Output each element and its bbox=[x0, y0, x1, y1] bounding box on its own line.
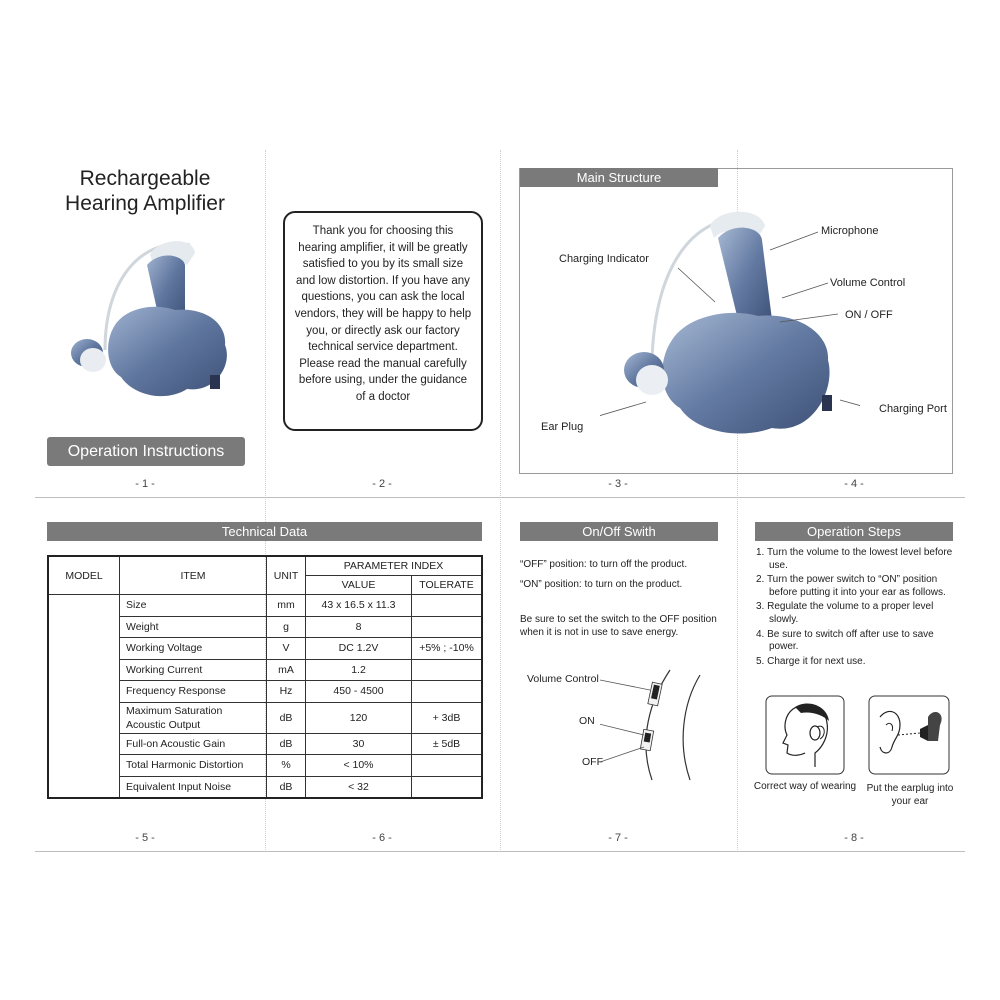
row-value: < 32 bbox=[306, 776, 412, 798]
row-unit: g bbox=[267, 616, 306, 638]
row-item: Size bbox=[120, 595, 267, 617]
row-value: 450 - 4500 bbox=[306, 681, 412, 703]
label-volume-control: Volume Control bbox=[830, 277, 906, 289]
operation-steps-header: Operation Steps bbox=[755, 522, 953, 541]
operation-instructions-banner: Operation Instructions bbox=[47, 437, 245, 466]
table-row bbox=[48, 595, 482, 617]
row-value: 8 bbox=[306, 616, 412, 638]
row-unit: mA bbox=[267, 659, 306, 681]
label-switch-off: OFF bbox=[582, 756, 603, 768]
col-parameter-index: PARAMETER INDEX bbox=[306, 556, 483, 576]
page-number-3: - 3 - bbox=[608, 478, 628, 490]
row-item: Full-on Acoustic Gain bbox=[120, 733, 267, 755]
row-item: Maximum Saturation Acoustic Output bbox=[120, 702, 267, 733]
col-model: MODEL bbox=[48, 556, 120, 595]
operation-steps-list bbox=[756, 547, 956, 670]
row-tolerate bbox=[412, 776, 483, 798]
row-value: 43 x 16.5 x 11.3 bbox=[306, 595, 412, 617]
col-tolerate: TOLERATE bbox=[412, 576, 483, 595]
cover-title-line1: Rechargeable bbox=[79, 167, 211, 190]
onoff-header: On/Off Swith bbox=[520, 522, 718, 541]
row-unit: dB bbox=[267, 733, 306, 755]
model-cell bbox=[48, 595, 120, 799]
row-unit: % bbox=[267, 755, 306, 777]
row-item: Weight bbox=[120, 616, 267, 638]
row-unit: dB bbox=[267, 702, 306, 733]
row-value: < 10% bbox=[306, 755, 412, 777]
row-value: DC 1.2V bbox=[306, 638, 412, 660]
col-item: ITEM bbox=[120, 556, 267, 595]
row-tolerate bbox=[412, 595, 483, 617]
row-value: 1.2 bbox=[306, 659, 412, 681]
row-unit: V bbox=[267, 638, 306, 660]
row-value: 30 bbox=[306, 733, 412, 755]
off-position-text: “OFF” position: to turn off the product. bbox=[520, 559, 688, 570]
row-tolerate bbox=[412, 616, 483, 638]
switch-note-text: Be sure to set the switch to the OFF position when it is not in use to save energy. bbox=[520, 614, 717, 638]
label-ear-plug: Ear Plug bbox=[541, 421, 584, 433]
technical-data-header: Technical Data bbox=[47, 522, 482, 541]
row-tolerate: ± 5dB bbox=[412, 733, 483, 755]
step-item: 5. Charge it for next use. bbox=[756, 655, 866, 667]
row-item: Equivalent Input Noise bbox=[120, 776, 267, 798]
row-unit: mm bbox=[267, 595, 306, 617]
row-item: Working Voltage bbox=[120, 638, 267, 660]
switch-diagram bbox=[600, 665, 720, 785]
label-charging-indicator: Charging Indicator bbox=[559, 253, 649, 265]
page-number-6: - 6 - bbox=[372, 832, 392, 844]
row-value: 120 bbox=[306, 702, 412, 733]
page-number-8: - 8 - bbox=[844, 832, 864, 844]
caption-correct-wearing: Correct way of wearing bbox=[753, 781, 857, 792]
row-tolerate bbox=[412, 681, 483, 703]
step-item: 3. Regulate the volume to a proper level slowly. bbox=[756, 601, 934, 625]
row-tolerate bbox=[412, 755, 483, 777]
row-item: Frequency Response bbox=[120, 681, 267, 703]
step-item: 1. Turn the volume to the lowest level before use. bbox=[756, 547, 953, 571]
on-position-text: “ON” position: to turn on the product. bbox=[520, 579, 683, 590]
bottom-row-separator bbox=[35, 851, 965, 852]
cover-title-line2: Hearing Amplifier bbox=[65, 192, 225, 215]
fold-line-2 bbox=[500, 150, 501, 850]
earplug-illustration bbox=[868, 695, 950, 775]
page-number-1: - 1 - bbox=[135, 478, 155, 490]
hearing-amplifier-diagram bbox=[600, 200, 860, 450]
step-item: 2. Turn the power switch to “ON” position before putting it into your ear as follows. bbox=[756, 574, 946, 598]
row-item: Working Current bbox=[120, 659, 267, 681]
page-number-4: - 4 - bbox=[844, 478, 864, 490]
row-item: Total Harmonic Distortion bbox=[120, 755, 267, 777]
row-tolerate bbox=[412, 659, 483, 681]
technical-data-table bbox=[47, 555, 483, 799]
caption-put-earplug: Put the earplug into your ear bbox=[866, 783, 954, 807]
row-unit: Hz bbox=[267, 681, 306, 703]
label-switch-volume-control: Volume Control bbox=[527, 673, 599, 685]
page-number-7: - 7 - bbox=[608, 832, 628, 844]
row-unit: dB bbox=[267, 776, 306, 798]
step-item: 4. Be sure to switch off after use to save power. bbox=[756, 628, 934, 653]
label-charging-port: Charging Port bbox=[879, 403, 947, 415]
cover-title bbox=[40, 166, 250, 216]
page-number-5: - 5 - bbox=[135, 832, 155, 844]
row-tolerate: + 3dB bbox=[412, 702, 483, 733]
thank-you-message-box: Thank you for choosing this hearing amplifier, it will be greatly satisfied to you by its small size and low distortion. If you have any questions, you can ask the local vendors, they will be happy to help you, or directly ask our factory technical service department. Please read the manual carefully before using, under the guidance of a doctor bbox=[283, 211, 483, 431]
wearing-illustration bbox=[765, 695, 845, 775]
col-unit: UNIT bbox=[267, 556, 306, 595]
row-tolerate: +5% ; -10% bbox=[412, 638, 483, 660]
main-structure-header: Main Structure bbox=[520, 168, 718, 187]
label-on-off: ON / OFF bbox=[845, 309, 893, 321]
label-microphone: Microphone bbox=[821, 225, 879, 237]
label-switch-on: ON bbox=[579, 715, 595, 727]
page-number-2: - 2 - bbox=[372, 478, 392, 490]
table-header-row bbox=[48, 556, 482, 576]
hearing-amplifier-image bbox=[65, 235, 245, 415]
col-value: VALUE bbox=[306, 576, 412, 595]
